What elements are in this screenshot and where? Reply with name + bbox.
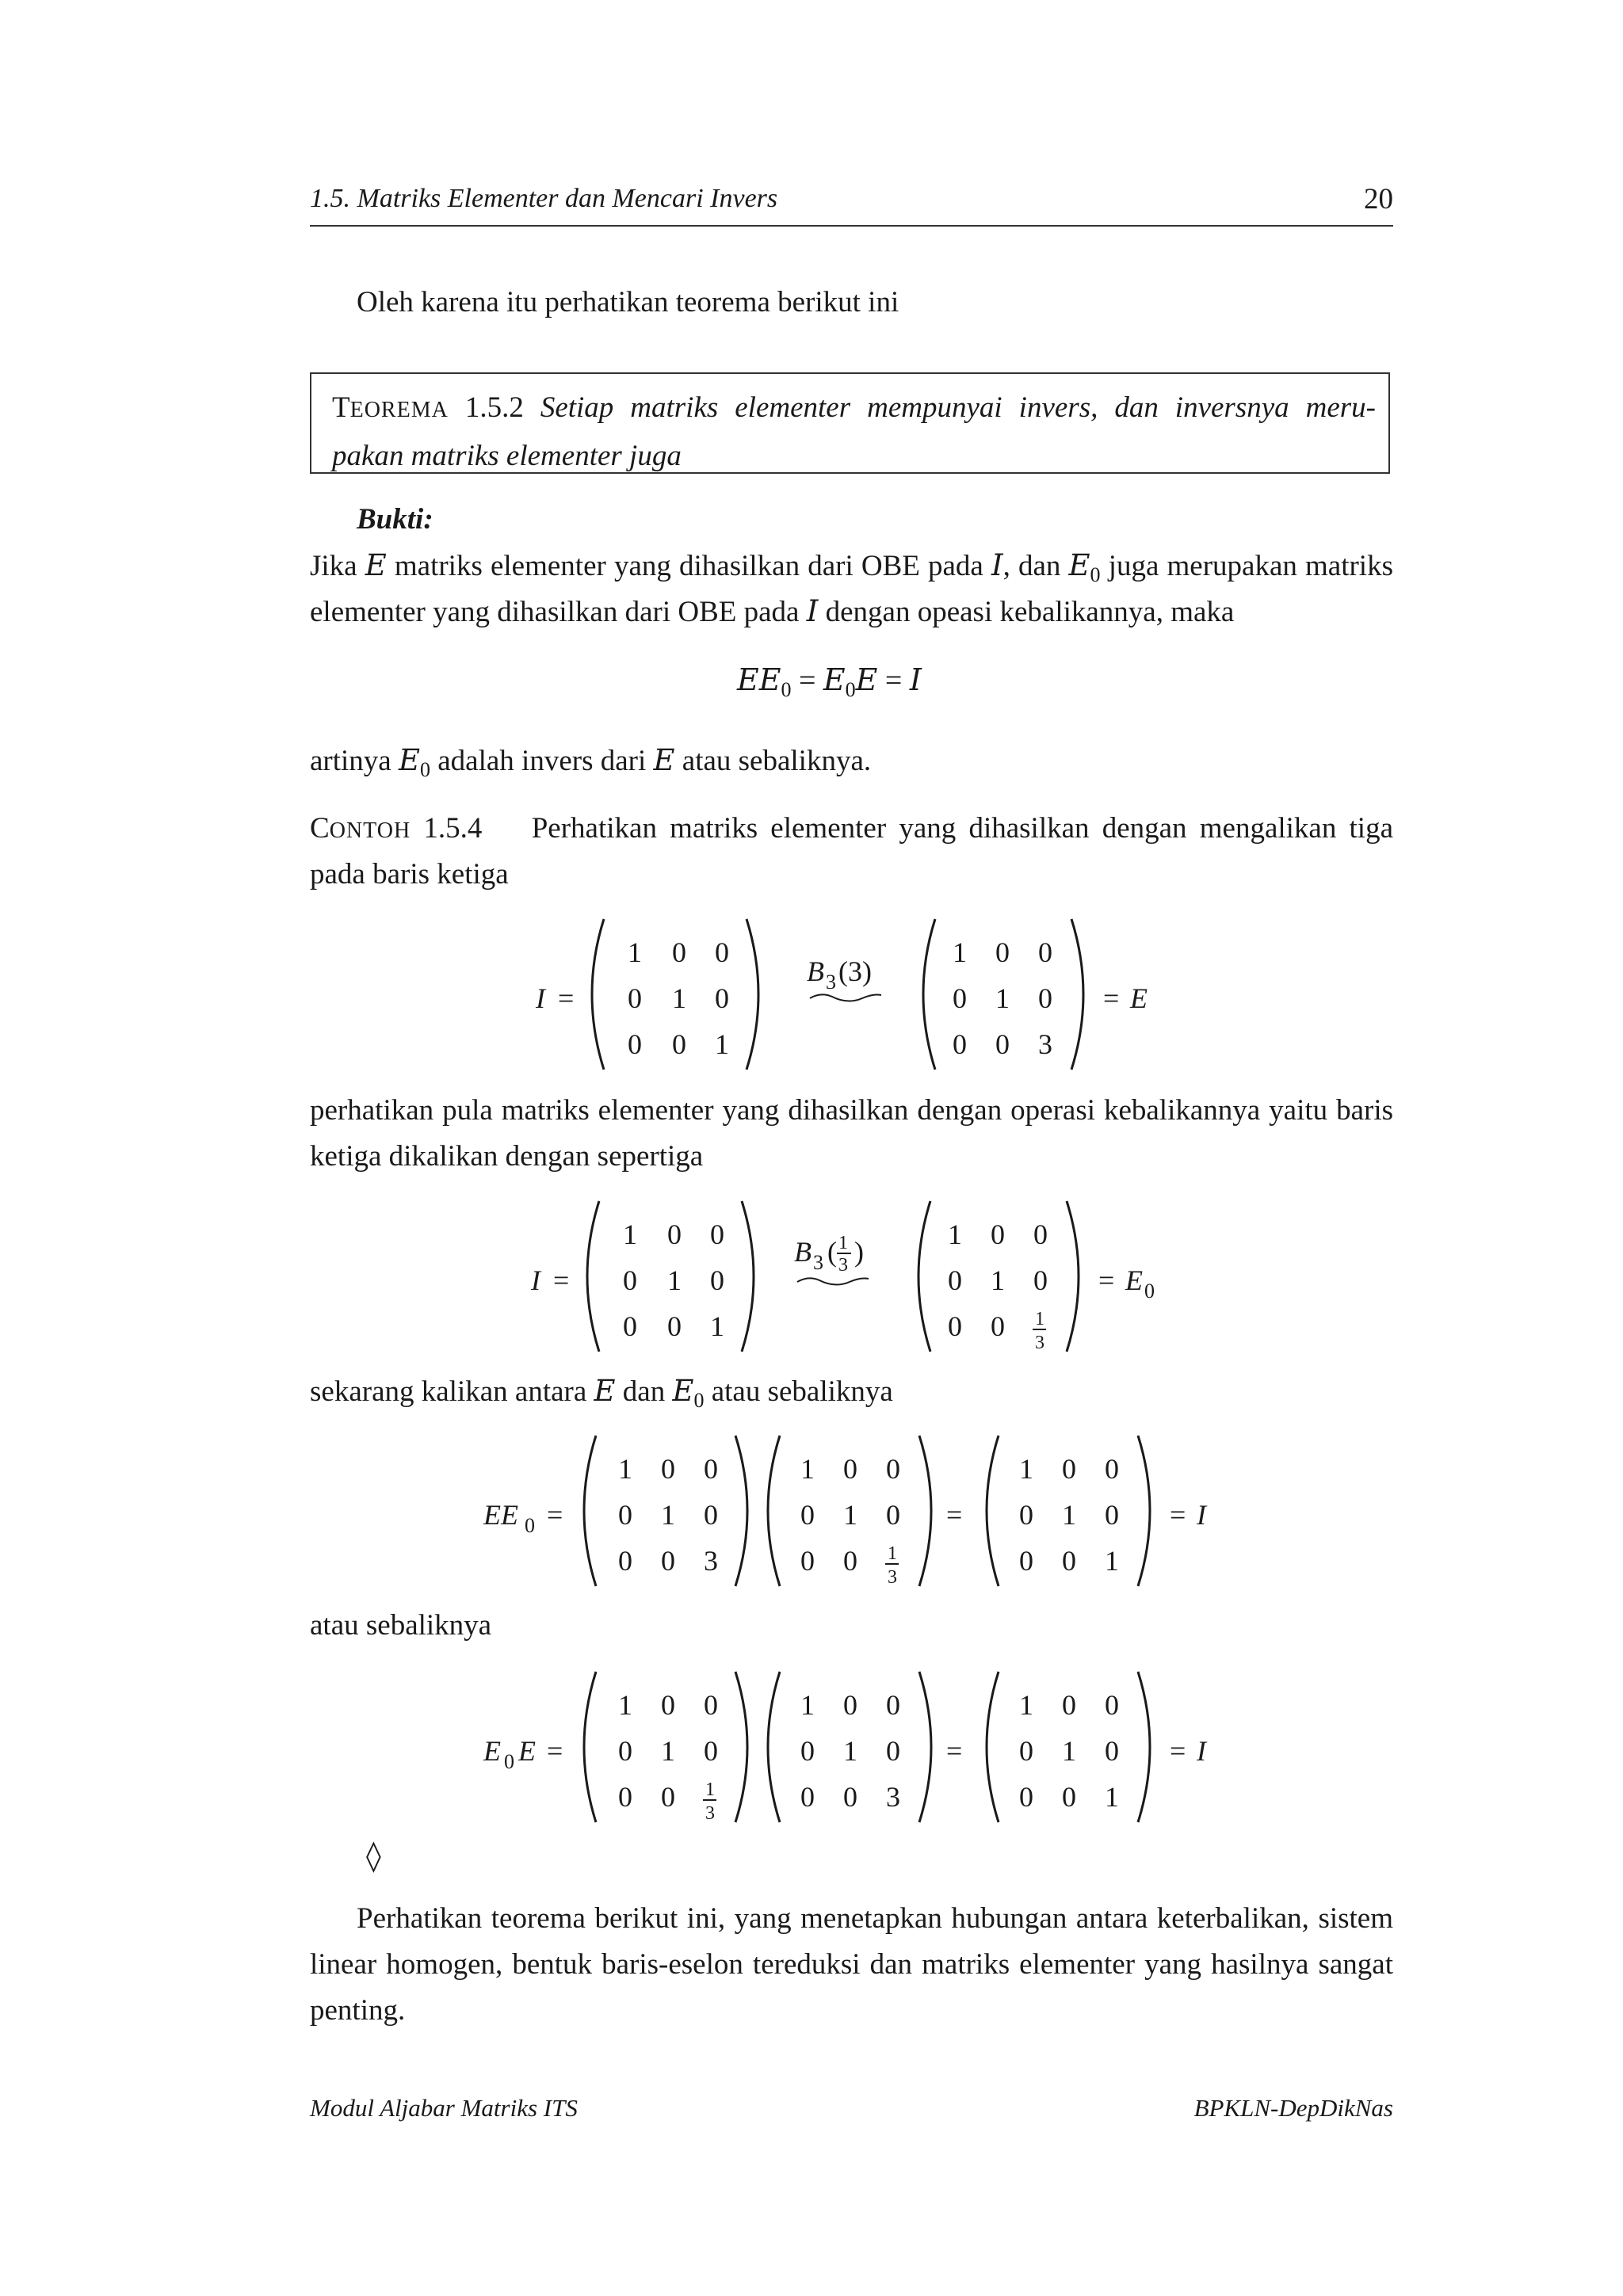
svg-text:0: 0: [843, 1453, 857, 1485]
svg-text:1: 1: [667, 1264, 682, 1296]
svg-text:1: 1: [843, 1499, 857, 1531]
svg-text:0: 0: [704, 1499, 718, 1531]
svg-text:3: 3: [704, 1545, 718, 1577]
svg-text:0: 0: [800, 1735, 815, 1767]
svg-text:1: 1: [843, 1735, 857, 1767]
svg-text:0: 0: [704, 1735, 718, 1767]
svg-text:0: 0: [948, 1310, 962, 1342]
svg-text:E: E: [518, 1735, 536, 1767]
svg-text:0: 0: [1062, 1545, 1076, 1577]
svg-text:0: 0: [886, 1453, 900, 1485]
svg-text:1: 1: [1035, 1309, 1044, 1329]
svg-text:0: 0: [1105, 1453, 1119, 1485]
theorem-number: 1.5.2: [464, 391, 524, 424]
matrix-equation-I-to-E0: [502, 1193, 1184, 1361]
svg-text:0: 0: [991, 1310, 1005, 1342]
svg-text:0: 0: [1062, 1453, 1076, 1485]
svg-text:0: 0: [661, 1781, 675, 1813]
svg-text:B: B: [794, 1236, 812, 1268]
svg-text:=: =: [1103, 982, 1120, 1014]
svg-text:I: I: [1197, 1735, 1206, 1767]
svg-text:0: 0: [628, 982, 642, 1014]
example-para2-line2: ketiga dikalikan dengan sepertiga: [310, 1140, 704, 1173]
svg-text:0: 0: [1038, 936, 1052, 968]
svg-text:0: 0: [667, 1310, 682, 1342]
svg-text:1: 1: [1062, 1499, 1076, 1531]
svg-text:E: E: [483, 1735, 501, 1767]
svg-text:0: 0: [1019, 1499, 1033, 1531]
matrix-product-E0E: [475, 1664, 1236, 1832]
svg-text:0: 0: [800, 1499, 815, 1531]
svg-text:=: =: [547, 1735, 563, 1767]
example-para3: sekarang kalikan antara E dan $E_0$ atau sebaliknya: [310, 1374, 893, 1412]
svg-text:1: 1: [618, 1689, 632, 1721]
svg-text:I: I: [1197, 1499, 1206, 1531]
svg-text:1: 1: [672, 982, 686, 1014]
svg-text:0: 0: [800, 1781, 815, 1813]
svg-text:=: =: [547, 1499, 563, 1531]
svg-text:1: 1: [995, 982, 1010, 1014]
proof-line2: elementer yang dihasilkan dari OBE pada I dengan opeasi kebalikannya, maka: [310, 594, 1235, 628]
svg-text:1: 1: [661, 1499, 675, 1531]
closing-line1: Perhatikan teorema berikut ini, yang menetapkan hubungan antara keterbalikan, sistem: [357, 1902, 1393, 1935]
svg-text:0: 0: [715, 936, 729, 968]
svg-text:0: 0: [623, 1310, 637, 1342]
svg-text:=: =: [553, 1264, 570, 1296]
svg-text:0: 0: [991, 1219, 1005, 1250]
svg-text:3: 3: [813, 1251, 823, 1274]
svg-text:0: 0: [1105, 1689, 1119, 1721]
svg-text:0: 0: [1038, 982, 1052, 1014]
example-para2-line1: perhatikan pula matriks elementer yang dihasilkan dengan operasi kebalikannya yaitu baris: [310, 1094, 1393, 1127]
svg-text:E: E: [1125, 1264, 1143, 1296]
svg-text:0: 0: [661, 1689, 675, 1721]
svg-text:0: 0: [886, 1735, 900, 1767]
example-label: CONTOH: [310, 812, 411, 845]
svg-text:1: 1: [1019, 1689, 1033, 1721]
svg-text:=: =: [946, 1735, 963, 1767]
svg-text:0: 0: [1062, 1781, 1076, 1813]
proof-equation: $EE_0 = E_0E = I$: [737, 662, 922, 701]
svg-text:0: 0: [1019, 1545, 1033, 1577]
svg-text:1: 1: [715, 1028, 729, 1060]
svg-text:1: 1: [800, 1453, 815, 1485]
svg-text:1: 1: [1019, 1453, 1033, 1485]
svg-text:3: 3: [705, 1803, 715, 1824]
svg-text:0: 0: [1019, 1781, 1033, 1813]
svg-text:0: 0: [661, 1545, 675, 1577]
svg-text:=: =: [946, 1499, 963, 1531]
svg-text:0: 0: [623, 1264, 637, 1296]
svg-text:1: 1: [838, 1233, 848, 1253]
svg-text:0: 0: [628, 1028, 642, 1060]
svg-text:E: E: [1130, 982, 1148, 1014]
theorem-label: TEOREMA: [332, 391, 449, 424]
example-para4: atau sebaliknya: [310, 1609, 492, 1642]
svg-text:0: 0: [1033, 1264, 1048, 1296]
theorem-statement-line2: pakan matriks elementer juga: [332, 440, 682, 472]
header-rule: [310, 225, 1393, 227]
svg-text:0: 0: [1105, 1499, 1119, 1531]
svg-text:0: 0: [953, 1028, 967, 1060]
svg-text:0: 0: [1033, 1219, 1048, 1250]
closing-line2: linear homogen, bentuk baris-eselon tereduksi dan matriks elementer yang hasilnya sangat: [310, 1948, 1393, 1981]
svg-text:0: 0: [1062, 1689, 1076, 1721]
svg-text:1: 1: [1105, 1781, 1119, 1813]
svg-text:=: =: [1170, 1499, 1186, 1531]
svg-text:1: 1: [1062, 1735, 1076, 1767]
svg-text:0: 0: [886, 1499, 900, 1531]
closing-line3: penting.: [310, 1994, 406, 2027]
svg-text:0: 0: [704, 1453, 718, 1485]
svg-text:0: 0: [661, 1453, 675, 1485]
svg-text:1: 1: [991, 1264, 1005, 1296]
svg-text:0: 0: [948, 1264, 962, 1296]
svg-text:0: 0: [715, 982, 729, 1014]
svg-text:1: 1: [948, 1219, 962, 1250]
footer-right: BPKLN-DepDikNas: [1193, 2094, 1393, 2122]
svg-text:3: 3: [838, 1255, 848, 1276]
svg-text:0: 0: [672, 936, 686, 968]
svg-text:I: I: [536, 982, 545, 1014]
svg-text:0: 0: [704, 1689, 718, 1721]
svg-text:0: 0: [710, 1219, 724, 1250]
svg-text:0: 0: [667, 1219, 682, 1250]
svg-text:0: 0: [1144, 1280, 1155, 1302]
svg-text:0: 0: [504, 1750, 514, 1773]
svg-text:0: 0: [995, 1028, 1010, 1060]
svg-text:1: 1: [800, 1689, 815, 1721]
proof-heading: Bukti:: [357, 503, 433, 536]
svg-text:1: 1: [1105, 1545, 1119, 1577]
svg-text:0: 0: [672, 1028, 686, 1060]
svg-text:3: 3: [1038, 1028, 1052, 1060]
example-line1: CONTOH 1.5.4 Perhatikan matriks elementer yang dihasilkan dengan mengalikan tiga: [310, 812, 1394, 845]
svg-text:1: 1: [710, 1310, 724, 1342]
proof-conclusion: artinya $E_0$ adalah invers dari E atau sebaliknya.: [310, 743, 872, 781]
svg-text:0: 0: [618, 1499, 632, 1531]
svg-text:=: =: [558, 982, 575, 1014]
example-line2: pada baris ketiga: [310, 858, 509, 891]
svg-text:(3): (3): [838, 955, 872, 987]
svg-text:): ): [854, 1236, 864, 1268]
svg-text:0: 0: [843, 1689, 857, 1721]
svg-text:0: 0: [710, 1264, 724, 1296]
svg-text:3: 3: [886, 1781, 900, 1813]
running-header-section: 1.5. Matriks Elementer dan Mencari Invers: [310, 184, 778, 213]
svg-text:3: 3: [888, 1567, 897, 1588]
svg-text:1: 1: [661, 1735, 675, 1767]
svg-text:0: 0: [886, 1689, 900, 1721]
svg-text:B: B: [807, 955, 824, 987]
svg-text:1: 1: [628, 936, 642, 968]
theorem-statement-line1: Setiap matriks elementer mempunyai invers, dan inversnya meru-: [540, 391, 1376, 424]
svg-text:I: I: [531, 1264, 540, 1296]
svg-text:=: =: [1098, 1264, 1115, 1296]
svg-text:0: 0: [843, 1545, 857, 1577]
end-of-example-diamond-icon: ◊: [366, 1838, 381, 1873]
svg-text:EE: EE: [483, 1499, 518, 1531]
svg-text:0: 0: [618, 1781, 632, 1813]
footer-left: Modul Aljabar Matriks ITS: [310, 2094, 578, 2122]
svg-text:0: 0: [995, 936, 1010, 968]
svg-text:0: 0: [525, 1514, 535, 1537]
theorem-box: [310, 372, 1390, 474]
svg-text:0: 0: [618, 1735, 632, 1767]
svg-text:1: 1: [953, 936, 967, 968]
svg-text:0: 0: [843, 1781, 857, 1813]
matrix-equation-I-to-E: [507, 911, 1173, 1077]
proof-line1: Jika E matriks elementer yang dihasilkan dari OBE pada I, dan $E_0$ juga merupakan matriks: [310, 548, 1393, 586]
matrix-product-EE0: [475, 1428, 1236, 1596]
svg-text:1: 1: [623, 1219, 637, 1250]
intro-paragraph: Oleh karena itu perhatikan teorema berikut ini: [357, 286, 899, 318]
svg-text:1: 1: [618, 1453, 632, 1485]
svg-text:0: 0: [618, 1545, 632, 1577]
svg-text:=: =: [1170, 1735, 1186, 1767]
svg-text:(: (: [827, 1236, 837, 1268]
svg-text:0: 0: [800, 1545, 815, 1577]
svg-text:3: 3: [1035, 1333, 1044, 1353]
svg-text:3: 3: [826, 971, 836, 994]
svg-text:1: 1: [888, 1543, 897, 1564]
svg-text:1: 1: [705, 1779, 715, 1800]
svg-text:0: 0: [953, 982, 967, 1014]
svg-text:0: 0: [1105, 1735, 1119, 1767]
svg-text:0: 0: [1019, 1735, 1033, 1767]
page-number: 20: [1364, 183, 1393, 215]
